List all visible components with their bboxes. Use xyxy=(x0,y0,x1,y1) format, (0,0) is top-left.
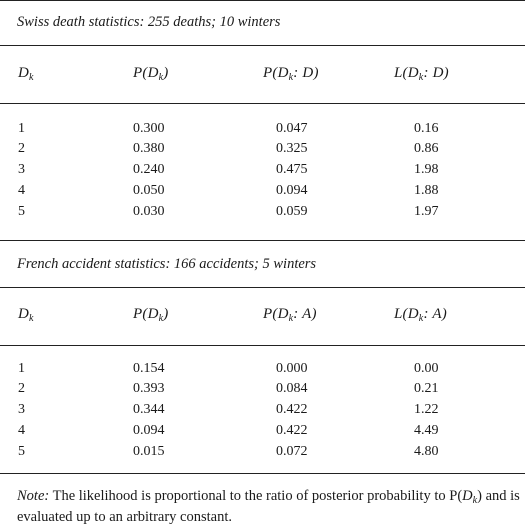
swiss-row-4-posterior: 0.094 xyxy=(276,183,308,198)
french-row-2-prior: 0.393 xyxy=(133,381,165,396)
french-header-prior: $P(D_k)$ xyxy=(133,306,169,324)
french-row-1-prior: 0.154 xyxy=(133,361,165,376)
french-header-dk: $D_k$ xyxy=(18,306,34,324)
swiss-row-5-dk: 5 xyxy=(18,204,25,219)
french-row-3-likelihood: 1.22 xyxy=(414,402,439,417)
swiss-row-2-dk: 2 xyxy=(18,141,25,156)
french-row-5-prior: 0.015 xyxy=(133,444,165,459)
swiss-row-1-dk: 1 xyxy=(18,121,25,136)
french-row-2-posterior: 0.084 xyxy=(276,381,308,396)
french-row-4-posterior: 0.422 xyxy=(276,423,308,438)
swiss-header-dk: $D_k$ xyxy=(18,65,34,83)
swiss-row-4-dk: 4 xyxy=(18,183,25,198)
swiss-row-2-posterior: 0.325 xyxy=(276,141,308,156)
french-row-4-prior: 0.094 xyxy=(133,423,165,438)
swiss-header-rule xyxy=(0,103,525,104)
section-divider-rule xyxy=(0,240,525,241)
swiss-caption-rule xyxy=(0,45,525,46)
french-row-3-posterior: 0.422 xyxy=(276,402,308,417)
french-row-3-prior: 0.344 xyxy=(133,402,165,417)
swiss-row-5-posterior: 0.059 xyxy=(276,204,308,219)
swiss-header-likelihood: $L(D_k$: D) xyxy=(394,65,449,83)
french-row-1-likelihood: 0.00 xyxy=(414,361,439,376)
french-row-1-posterior: 0.000 xyxy=(276,361,308,376)
french-row-4-dk: 4 xyxy=(18,423,25,438)
swiss-table-caption: Swiss death statistics: 255 deaths; 10 winters xyxy=(17,14,281,30)
french-header-rule xyxy=(0,345,525,346)
swiss-row-1-likelihood: 0.16 xyxy=(414,121,439,136)
french-row-2-dk: 2 xyxy=(18,381,25,396)
french-row-2-likelihood: 0.21 xyxy=(414,381,439,396)
note-text: The likelihood is proportional to the ratio of posterior probability to xyxy=(49,488,450,504)
table-bottom-rule xyxy=(0,473,525,474)
swiss-row-3-prior: 0.240 xyxy=(133,162,165,177)
swiss-row-1-prior: 0.300 xyxy=(133,121,165,136)
note-math: $P(D_k)$ xyxy=(449,488,482,506)
swiss-header-prior: $P(D_k)$ xyxy=(133,65,169,83)
swiss-row-1-posterior: 0.047 xyxy=(276,121,308,136)
french-table-caption: French accident statistics: 166 accidents; 5 winters xyxy=(17,256,317,272)
swiss-header-posterior: $P(D_k$: D) xyxy=(263,65,319,83)
table-note xyxy=(17,486,522,528)
swiss-row-3-posterior: 0.475 xyxy=(276,162,308,177)
swiss-row-5-likelihood: 1.97 xyxy=(414,204,439,219)
french-row-1-dk: 1 xyxy=(18,361,25,376)
french-header-likelihood: $L(D_k$: A) xyxy=(394,306,447,324)
french-row-5-posterior: 0.072 xyxy=(276,444,308,459)
french-row-5-dk: 5 xyxy=(18,444,25,459)
table-top-rule xyxy=(0,0,525,1)
swiss-row-3-dk: 3 xyxy=(18,162,25,177)
swiss-row-3-likelihood: 1.98 xyxy=(414,162,439,177)
swiss-row-4-prior: 0.050 xyxy=(133,183,165,198)
french-header-posterior: $P(D_k$: A) xyxy=(263,306,317,324)
note-label: Note: xyxy=(17,488,50,504)
french-row-3-dk: 3 xyxy=(18,402,25,417)
french-caption-rule xyxy=(0,287,525,288)
french-row-4-likelihood: 4.49 xyxy=(414,423,439,438)
swiss-row-2-likelihood: 0.86 xyxy=(414,141,439,156)
swiss-row-2-prior: 0.380 xyxy=(133,141,165,156)
french-row-5-likelihood: 4.80 xyxy=(414,444,439,459)
swiss-row-4-likelihood: 1.88 xyxy=(414,183,439,198)
note-text-end: and is evaluated up to an arbitrary constant. xyxy=(17,488,520,525)
swiss-row-5-prior: 0.030 xyxy=(133,204,165,219)
